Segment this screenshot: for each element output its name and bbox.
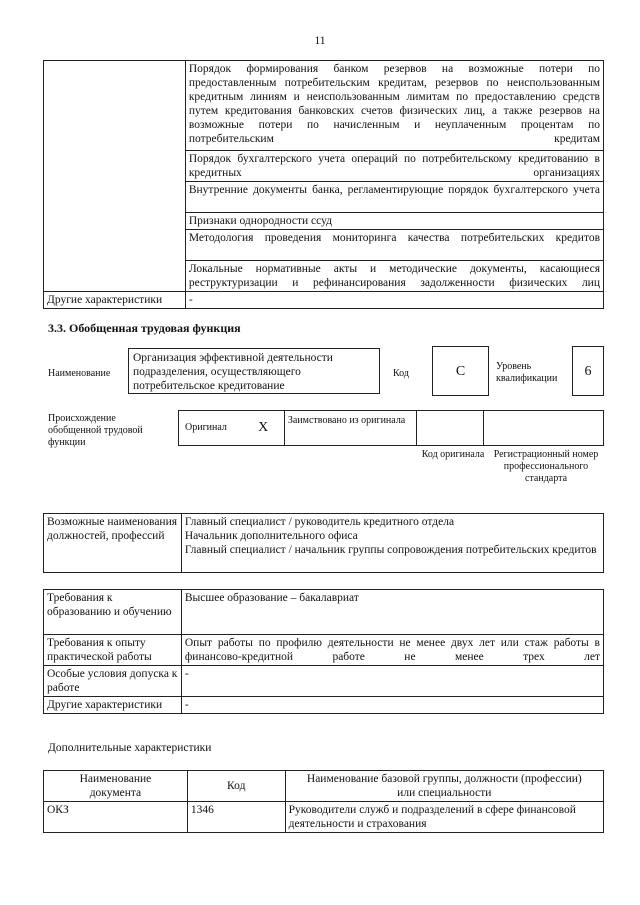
code-original-label: Код оригинала <box>421 449 485 460</box>
positions-table <box>43 513 604 573</box>
table-row <box>44 514 604 573</box>
requirement-value: Высшее образование – бакалавриат <box>181 590 603 635</box>
reg-number-label: Регистрационный номер профессионального стандарта <box>493 449 599 484</box>
requirement-value: - <box>181 697 603 714</box>
borrowed-label: Заимствовано из оригинала <box>284 411 416 446</box>
page-number: 11 <box>314 35 326 47</box>
table-cell: Порядок бухгалтерского учета операций по потребительскому кредитованию в кредитных организациях <box>185 151 603 182</box>
table-cell: Внутренние документы банка, регламентирующие порядок бухгалтерского учета <box>185 182 603 213</box>
table-cell: ОКЗ <box>44 802 188 833</box>
requirement-label: Требования к образованию и обучению <box>44 590 182 635</box>
table-row <box>44 292 604 309</box>
list-item: Главный специалист / руководитель кредитного отдела <box>184 516 455 528</box>
code-original-cell <box>416 411 484 446</box>
requirement-value: Опыт работы по профилю деятельности не менее двух лет или стаж работы в финансово-кредитной работе не менее трех лет <box>181 635 603 666</box>
requirement-label: Особые условия допуска к работе <box>44 666 182 697</box>
level-label: Уровень квалификации <box>496 361 558 384</box>
original-mark: Х <box>242 411 284 446</box>
name-label: Наименование <box>48 368 111 379</box>
original-label: Оригинал <box>179 411 243 446</box>
additional-title: Дополнительные характеристики <box>48 742 212 754</box>
origin-label: Происхождение обобщенной трудовой функции <box>48 413 143 448</box>
positions-values <box>181 514 603 573</box>
table-cell-empty <box>44 61 186 292</box>
level-box <box>572 346 604 396</box>
function-name-value: Организация эффективной деятельности подразделения, осуществляющего потребительское кредитование <box>133 352 333 392</box>
list-item: Главный специалист / начальник группы сопровождения потребительских кредитов <box>184 544 597 556</box>
requirement-label: Требования к опыту практической работы <box>44 635 182 666</box>
code-box <box>432 346 489 396</box>
table-cell: Признаки однородности ссуд <box>185 213 603 230</box>
origin-table <box>178 410 604 446</box>
other-characteristics-label: Другие характеристики <box>44 292 186 309</box>
section-title: 3.3. Обобщенная трудовая функция <box>48 321 241 335</box>
table-cell: Методология проведения мониторинга качества потребительских кредитов <box>185 230 603 261</box>
table-row <box>44 697 604 714</box>
table-row <box>44 590 604 635</box>
table-cell: Руководители служб и подразделений в сфере финансовой деятельности и страхования <box>285 802 603 833</box>
requirement-value: - <box>181 666 603 697</box>
table-row <box>44 666 604 697</box>
table-row <box>44 802 604 833</box>
reg-number-cell <box>484 411 604 446</box>
column-header: Код <box>187 771 285 802</box>
table-row <box>44 635 604 666</box>
positions-label: Возможные наименования должностей, профессий <box>44 514 182 573</box>
table-cell: Локальные нормативные акты и методические документы, касающиеся реструктуризации и рефинансирования задолженности физических лиц <box>185 261 603 292</box>
other-characteristics-value: - <box>185 292 603 309</box>
list-item: Начальник дополнительного офиса <box>184 530 358 542</box>
table-row <box>44 61 604 151</box>
table-header-row <box>44 771 604 802</box>
code-label: Код <box>393 368 409 379</box>
table-cell: Порядок формирования банком резервов на возможные потери по предоставленным потребительским кредитам, резервов по неиспользованным кредитным линиям и неиспользованным лимитам по предоставлению средств путем кредитования банковских счетов физических лиц, а также резервов на возможные потери по начисленным и неуплаченным процентам по потребительским кредитам <box>185 61 603 151</box>
requirement-label: Другие характеристики <box>44 697 182 714</box>
knowledge-table <box>43 60 604 309</box>
column-header: Наименование документа <box>44 771 188 802</box>
requirements-table <box>43 589 604 714</box>
function-name-box <box>128 348 380 394</box>
table-cell: 1346 <box>187 802 285 833</box>
table-row <box>179 411 604 446</box>
level-value: 6 <box>584 364 592 379</box>
additional-table <box>43 770 604 833</box>
code-value: С <box>455 364 466 379</box>
column-header: Наименование базовой группы, должности (профессии) или специальности <box>285 771 603 802</box>
